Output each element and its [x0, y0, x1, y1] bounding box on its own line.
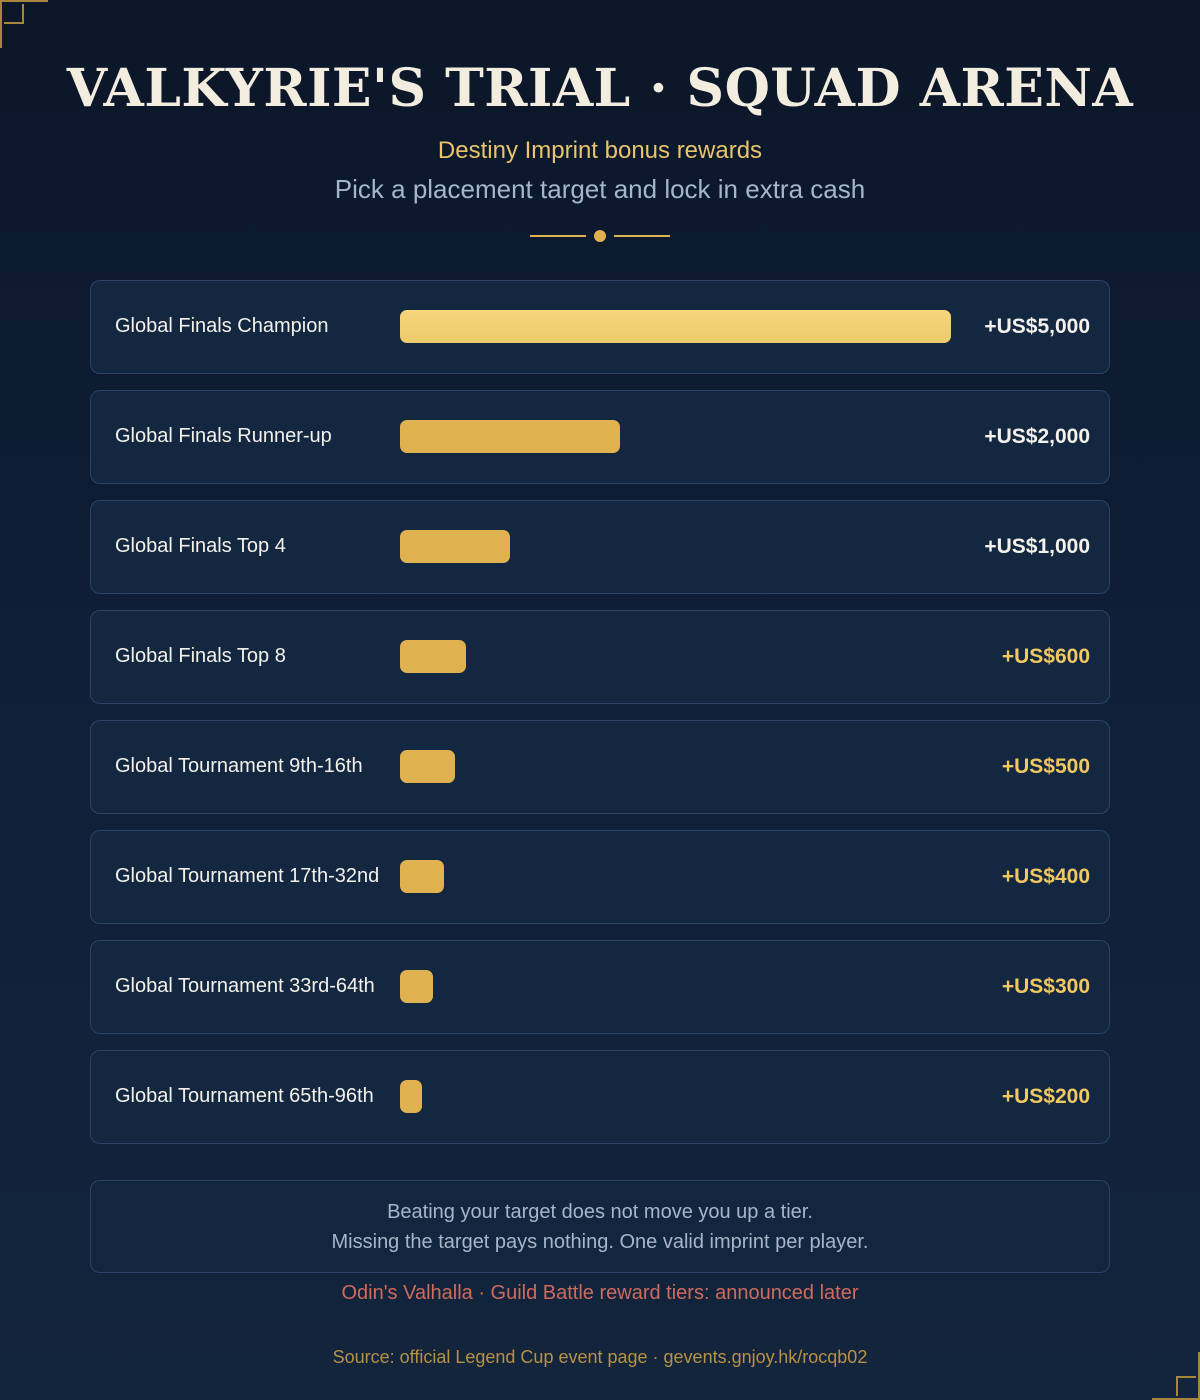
page-subtitle: Destiny Imprint bonus rewards	[437, 137, 763, 164]
reward-tier-label: Global Tournament 33rd-64th	[115, 975, 375, 997]
divider-line-right	[614, 235, 670, 237]
reward-tier-label: Global Tournament 17th-32nd	[115, 865, 380, 887]
reward-tier-label: Global Tournament 9th-16th	[115, 755, 363, 777]
reward-row	[90, 610, 1110, 704]
reward-value-label: +US$5,000	[984, 315, 1090, 338]
reward-bar	[400, 750, 455, 783]
reward-value-label: +US$600	[1001, 645, 1090, 668]
reward-tier-label: Global Tournament 65th-96th	[115, 1085, 374, 1107]
reward-tier-label: Global Finals Runner-up	[115, 425, 332, 447]
reward-bar	[400, 420, 620, 453]
reward-value-label: +US$200	[1001, 1085, 1090, 1108]
reward-row	[90, 720, 1110, 814]
reward-bar	[400, 1080, 422, 1113]
divider-line-left	[530, 235, 586, 237]
reward-value-label: +US$1,000	[984, 535, 1090, 558]
rules-note-line-2: Missing the target pays nothing. One valid imprint per player.	[331, 1231, 869, 1253]
reward-bar	[400, 970, 433, 1003]
reward-row	[90, 1050, 1110, 1144]
reward-row	[90, 500, 1110, 594]
reward-bar	[400, 530, 510, 563]
reward-value-label: +US$2,000	[984, 425, 1090, 448]
reward-row	[90, 280, 1110, 374]
reward-row	[90, 390, 1110, 484]
reward-tier-label: Global Finals Top 8	[115, 645, 286, 667]
rules-note-line-1: Beating your target does not move you up a tier.	[387, 1201, 813, 1223]
page-title: VALKYRIE'S TRIAL · SQUAD ARENA	[66, 58, 1134, 119]
reward-value-label: +US$400	[1001, 865, 1090, 888]
guild-battle-announcement: Odin's Valhalla · Guild Battle reward tiers: announced later	[341, 1282, 859, 1304]
reward-bar	[400, 860, 444, 893]
reward-value-label: +US$300	[1001, 975, 1090, 998]
page-tagline: Pick a placement target and lock in extra cash	[334, 174, 866, 204]
reward-value-label: +US$500	[1001, 755, 1090, 778]
reward-bar-chart	[90, 280, 1110, 1160]
reward-tier-label: Global Finals Champion	[115, 315, 329, 337]
reward-tier-label: Global Finals Top 4	[115, 535, 286, 557]
source-credit: Source: official Legend Cup event page · gevents.gnjoy.hk/rocqb02	[332, 1347, 868, 1367]
rules-note-box	[90, 1180, 1110, 1273]
reward-bar	[400, 640, 466, 673]
reward-row	[90, 940, 1110, 1034]
reward-bar	[400, 310, 951, 343]
title-divider	[530, 229, 670, 243]
divider-dot	[594, 230, 606, 242]
corner-ornament-top-left	[0, 0, 48, 48]
reward-row	[90, 830, 1110, 924]
